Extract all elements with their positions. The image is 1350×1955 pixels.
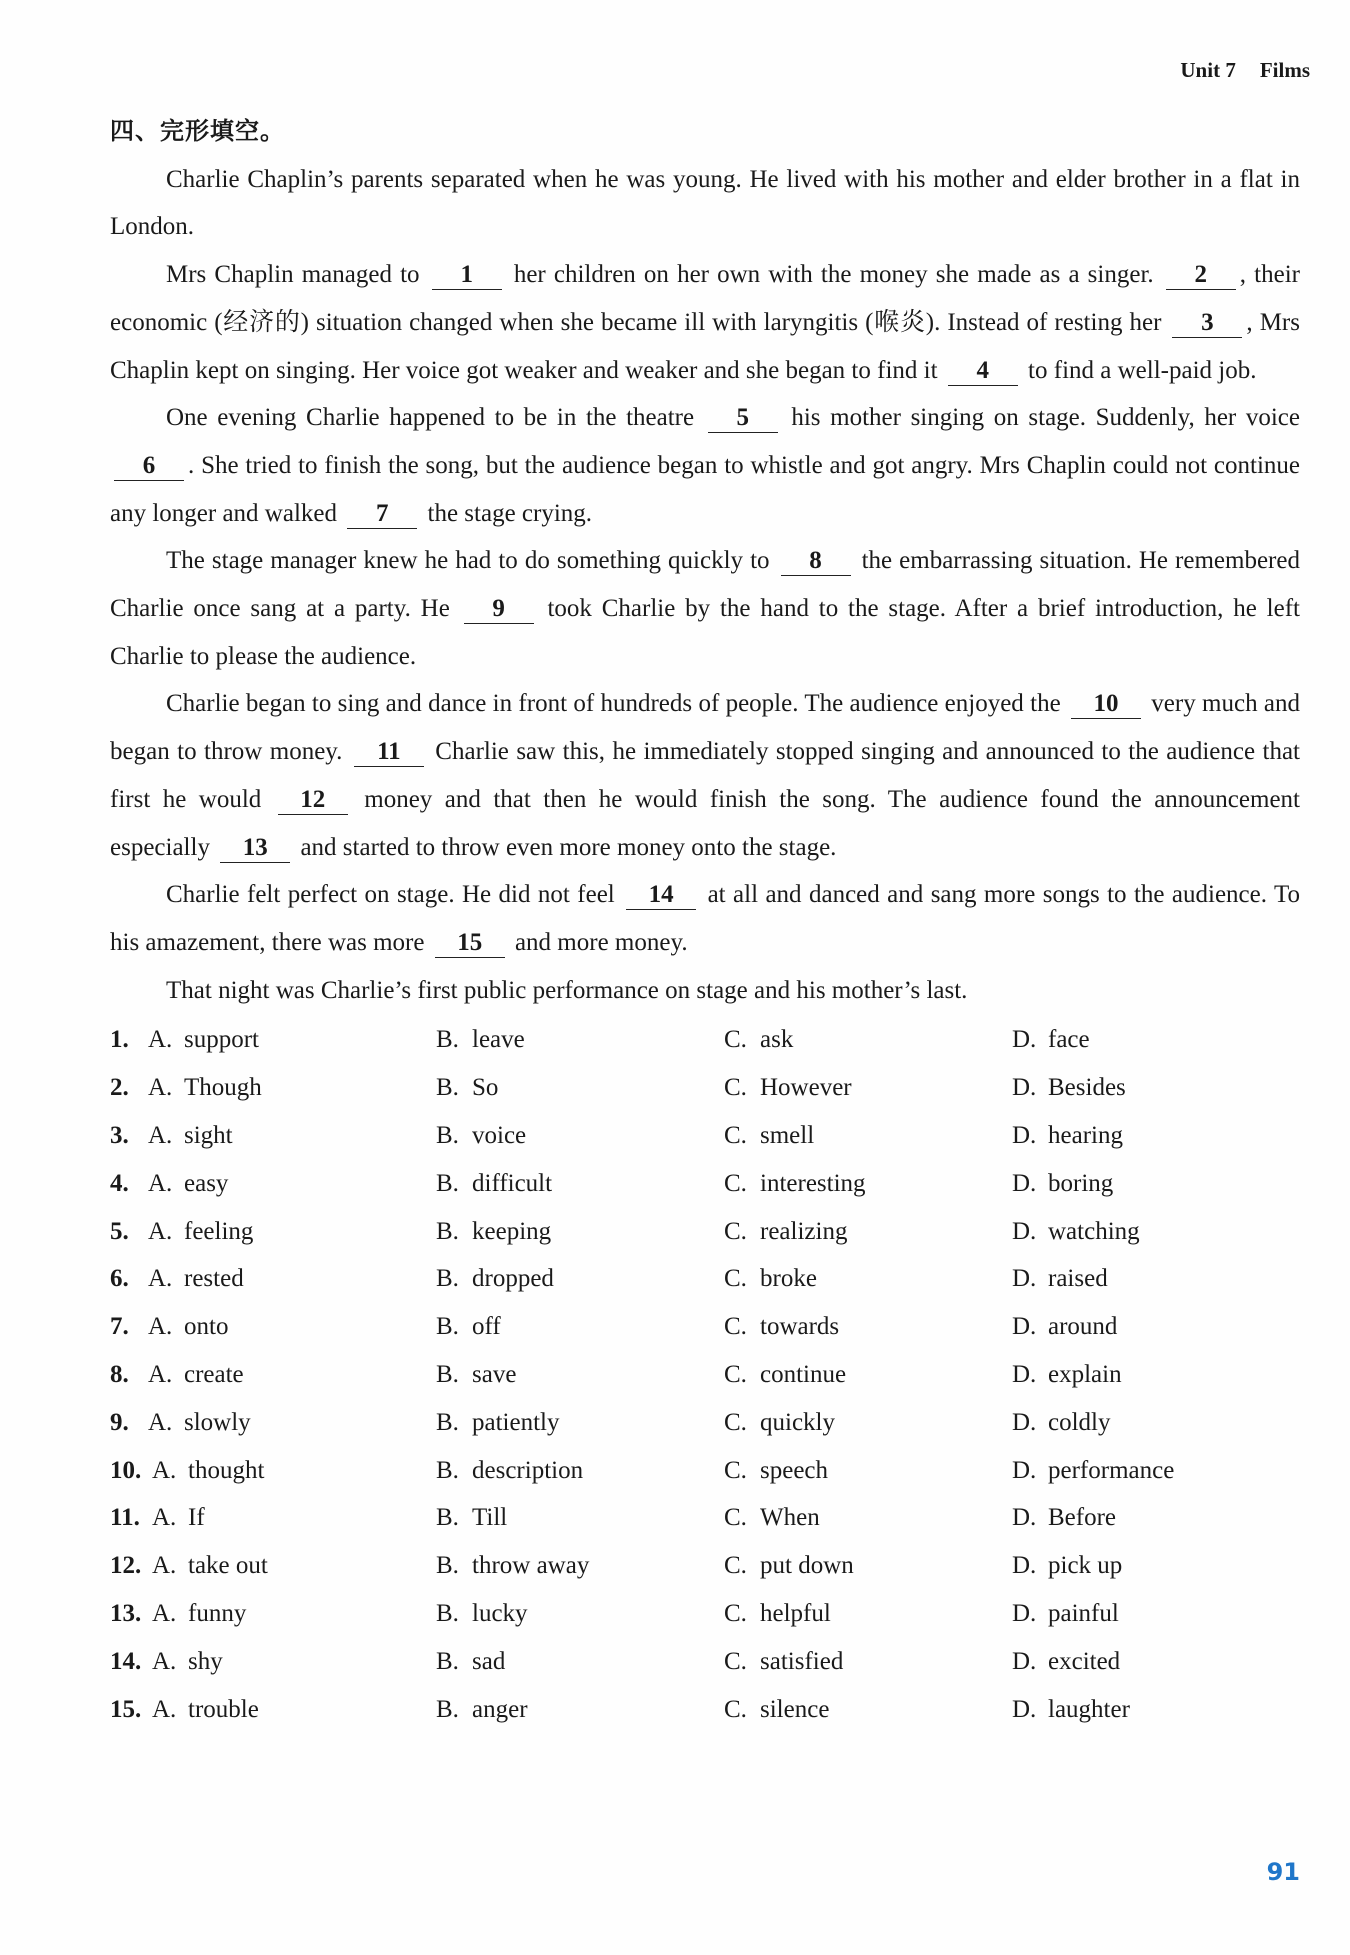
- option-b: [436, 1638, 724, 1686]
- option-a: [110, 1064, 436, 1112]
- question-number: 10.: [110, 1456, 142, 1484]
- option-letter: C.: [724, 1026, 747, 1054]
- option-d: [1012, 1638, 1300, 1686]
- blank-1: 1: [432, 261, 502, 290]
- option-text: towards: [760, 1313, 840, 1341]
- option-d: [1012, 1303, 1300, 1351]
- option-a: [110, 1208, 436, 1256]
- option-c: [724, 1590, 1012, 1638]
- question-row: [110, 1016, 1300, 1064]
- option-letter: A.: [152, 1695, 177, 1723]
- option-text: When: [760, 1504, 820, 1532]
- passage-text: , their economic (经济的) situation changed when she became ill with laryngitis (喉炎). Instead of resting her: [110, 261, 1300, 336]
- option-letter: A.: [148, 1313, 173, 1341]
- passage-text: One evening Charlie happened to be in the theatre: [166, 404, 704, 432]
- option-letter: D.: [1012, 1313, 1037, 1341]
- option-text: throw away: [472, 1552, 590, 1580]
- question-row: [110, 1160, 1300, 1208]
- passage-text: the stage crying.: [421, 499, 593, 527]
- passage-text: the embarrassing situation. He remembered Charlie once sang at a party. He: [110, 547, 1300, 623]
- option-c: [724, 1160, 1012, 1208]
- option-letter: C.: [724, 1647, 747, 1675]
- option-b: [436, 1399, 724, 1447]
- option-d: [1012, 1399, 1300, 1447]
- passage-text: , Mrs Chaplin kept on singing. Her voice got weaker and weaker and she began to find it: [110, 308, 1300, 384]
- option-text: Before: [1048, 1504, 1117, 1532]
- option-letter: C.: [724, 1599, 747, 1627]
- question-row: [110, 1303, 1300, 1351]
- option-a: [110, 1399, 436, 1447]
- option-b: [436, 1160, 724, 1208]
- option-c: [724, 1303, 1012, 1351]
- option-text: satisfied: [760, 1647, 844, 1675]
- option-letter: B.: [436, 1456, 459, 1484]
- option-a: [110, 1686, 436, 1734]
- option-text: interesting: [760, 1169, 866, 1197]
- blank-13: 13: [220, 834, 290, 863]
- option-c: [724, 1016, 1012, 1064]
- option-text: thought: [188, 1456, 265, 1484]
- option-text: painful: [1048, 1599, 1119, 1627]
- question-row: [110, 1208, 1300, 1256]
- option-d: [1012, 1542, 1300, 1590]
- question-number: 3.: [110, 1121, 129, 1149]
- option-letter: D.: [1012, 1599, 1037, 1627]
- option-letter: A.: [152, 1647, 177, 1675]
- option-a: [110, 1590, 436, 1638]
- option-text: coldly: [1048, 1408, 1111, 1436]
- option-letter: C.: [724, 1217, 747, 1245]
- passage-text: took Charlie by the hand to the stage. After a brief introduction, he left Charlie to please the audience.: [110, 595, 1300, 670]
- option-text: Till: [472, 1504, 508, 1532]
- option-letter: A.: [148, 1408, 173, 1436]
- question-number: 12.: [110, 1552, 142, 1580]
- answer-options: [110, 1016, 1300, 1733]
- question-row: [110, 1255, 1300, 1303]
- option-c: [724, 1686, 1012, 1734]
- passage-text: That night was Charlie’s first public performance on stage and his mother’s last.: [166, 976, 968, 1004]
- option-text: performance: [1048, 1456, 1175, 1484]
- option-text: onto: [184, 1313, 229, 1341]
- option-letter: D.: [1012, 1695, 1037, 1723]
- option-text: sight: [184, 1121, 233, 1149]
- blank-10: 10: [1071, 690, 1141, 719]
- question-number: 8.: [110, 1360, 129, 1388]
- question-number: 7.: [110, 1313, 129, 1341]
- option-c: [724, 1542, 1012, 1590]
- option-text: easy: [184, 1169, 229, 1197]
- question-row: [110, 1351, 1300, 1399]
- option-b: [436, 1255, 724, 1303]
- blank-9: 9: [464, 595, 534, 624]
- passage-text: Charlie began to sing and dance in front of hundreds of people. The audience enjoyed the: [166, 690, 1067, 718]
- option-text: watching: [1048, 1217, 1140, 1245]
- option-letter: A.: [152, 1552, 177, 1580]
- option-letter: B.: [436, 1408, 459, 1436]
- option-text: rested: [184, 1265, 244, 1293]
- option-letter: B.: [436, 1647, 459, 1675]
- passage-text: Charlie felt perfect on stage. He did not feel: [166, 881, 623, 909]
- option-c: [724, 1064, 1012, 1112]
- passage-text: his mother singing on stage. Suddenly, her voice: [781, 404, 1301, 432]
- option-text: voice: [472, 1121, 527, 1149]
- exercise-content: [110, 108, 1300, 1733]
- option-c: [724, 1447, 1012, 1495]
- option-letter: B.: [436, 1313, 459, 1341]
- option-text: broke: [760, 1265, 817, 1293]
- option-d: [1012, 1016, 1300, 1064]
- passage-paragraph: [110, 680, 1300, 871]
- question-number: 2.: [110, 1074, 129, 1102]
- question-row: [110, 1112, 1300, 1160]
- option-letter: A.: [148, 1265, 173, 1293]
- question-number: 1.: [110, 1026, 129, 1054]
- blank-5: 5: [708, 404, 778, 433]
- question-number: 14.: [110, 1647, 142, 1675]
- passage-paragraph: [110, 871, 1300, 966]
- option-text: pick up: [1048, 1552, 1123, 1580]
- option-letter: C.: [724, 1504, 747, 1532]
- blank-11: 11: [354, 738, 424, 767]
- option-text: quickly: [760, 1408, 835, 1436]
- option-d: [1012, 1590, 1300, 1638]
- option-text: explain: [1048, 1360, 1122, 1388]
- question-row: [110, 1399, 1300, 1447]
- option-letter: B.: [436, 1026, 459, 1054]
- option-text: boring: [1048, 1169, 1114, 1197]
- option-letter: C.: [724, 1121, 747, 1149]
- question-row: [110, 1686, 1300, 1734]
- option-a: [110, 1255, 436, 1303]
- option-letter: A.: [148, 1217, 173, 1245]
- question-number: 13.: [110, 1599, 142, 1627]
- option-a: [110, 1303, 436, 1351]
- question-number: 11.: [110, 1504, 140, 1532]
- option-letter: A.: [152, 1599, 177, 1627]
- option-text: If: [188, 1504, 205, 1532]
- option-b: [436, 1351, 724, 1399]
- option-letter: A.: [148, 1169, 173, 1197]
- option-text: smell: [760, 1121, 815, 1149]
- option-c: [724, 1208, 1012, 1256]
- passage-text: Charlie Chaplin’s parents separated when he was young. He lived with his mother and elder brother in a flat in London.: [110, 165, 1300, 241]
- question-row: [110, 1542, 1300, 1590]
- option-text: speech: [760, 1456, 829, 1484]
- option-text: slowly: [184, 1408, 251, 1436]
- option-d: [1012, 1255, 1300, 1303]
- option-text: leave: [472, 1026, 525, 1054]
- option-letter: B.: [436, 1504, 459, 1532]
- option-text: helpful: [760, 1599, 831, 1627]
- option-text: put down: [760, 1552, 854, 1580]
- passage-paragraph: [110, 251, 1300, 394]
- question-number: 9.: [110, 1408, 129, 1436]
- option-letter: A.: [148, 1121, 173, 1149]
- passage-paragraph: [110, 156, 1300, 251]
- option-letter: C.: [724, 1169, 747, 1197]
- passage-paragraph: [110, 967, 1300, 1015]
- option-text: description: [472, 1456, 584, 1484]
- option-letter: D.: [1012, 1169, 1037, 1197]
- passage-paragraph: [110, 394, 1300, 537]
- option-letter: D.: [1012, 1456, 1037, 1484]
- option-letter: C.: [724, 1074, 747, 1102]
- passage-text: The stage manager knew he had to do something quickly to: [166, 547, 777, 575]
- option-text: funny: [188, 1599, 247, 1627]
- option-a: [110, 1447, 436, 1495]
- passage-text: Mrs Chaplin managed to: [166, 261, 428, 289]
- passage-text: very much and began to throw money.: [110, 690, 1300, 766]
- option-a: [110, 1351, 436, 1399]
- question-number: 4.: [110, 1169, 129, 1197]
- option-d: [1012, 1686, 1300, 1734]
- option-d: [1012, 1447, 1300, 1495]
- option-letter: B.: [436, 1599, 459, 1627]
- option-text: laughter: [1048, 1695, 1130, 1723]
- option-c: [724, 1638, 1012, 1686]
- option-letter: B.: [436, 1695, 459, 1723]
- option-text: sad: [472, 1647, 506, 1675]
- passage-paragraph: [110, 537, 1300, 680]
- option-letter: D.: [1012, 1360, 1037, 1388]
- option-b: [436, 1447, 724, 1495]
- question-row: [110, 1638, 1300, 1686]
- question-number: 6.: [110, 1265, 129, 1293]
- option-letter: B.: [436, 1169, 459, 1197]
- option-letter: B.: [436, 1121, 459, 1149]
- option-letter: B.: [436, 1265, 459, 1293]
- option-letter: D.: [1012, 1408, 1037, 1436]
- option-text: So: [472, 1074, 499, 1102]
- section-title: 四、完形填空。: [110, 117, 285, 145]
- option-letter: B.: [436, 1074, 459, 1102]
- option-letter: D.: [1012, 1647, 1037, 1675]
- blank-2: 2: [1166, 261, 1236, 290]
- question-row: [110, 1447, 1300, 1495]
- passage-text: to find a well-paid job.: [1021, 356, 1257, 384]
- option-b: [436, 1112, 724, 1160]
- option-text: shy: [188, 1647, 223, 1675]
- option-b: [436, 1686, 724, 1734]
- option-text: support: [184, 1026, 259, 1054]
- cloze-passage: [110, 156, 1300, 1015]
- option-b: [436, 1064, 724, 1112]
- option-text: trouble: [188, 1695, 259, 1723]
- option-letter: D.: [1012, 1217, 1037, 1245]
- option-text: Besides: [1048, 1074, 1126, 1102]
- question-number: 15.: [110, 1695, 142, 1723]
- option-letter: C.: [724, 1456, 747, 1484]
- passage-text: and started to throw even more money onto the stage.: [294, 833, 837, 861]
- option-d: [1012, 1112, 1300, 1160]
- option-a: [110, 1016, 436, 1064]
- option-a: [110, 1112, 436, 1160]
- blank-6: 6: [114, 452, 184, 481]
- option-letter: A.: [152, 1504, 177, 1532]
- blank-15: 15: [435, 929, 505, 958]
- option-b: [436, 1590, 724, 1638]
- option-letter: C.: [724, 1313, 747, 1341]
- option-text: anger: [472, 1695, 528, 1723]
- option-b: [436, 1303, 724, 1351]
- option-text: feeling: [184, 1217, 254, 1245]
- option-letter: D.: [1012, 1504, 1037, 1532]
- option-text: continue: [760, 1360, 847, 1388]
- option-letter: C.: [724, 1552, 747, 1580]
- option-letter: B.: [436, 1217, 459, 1245]
- option-text: silence: [760, 1695, 830, 1723]
- option-letter: B.: [436, 1360, 459, 1388]
- blank-7: 7: [347, 500, 417, 529]
- option-text: create: [184, 1360, 244, 1388]
- option-letter: B.: [436, 1552, 459, 1580]
- option-b: [436, 1208, 724, 1256]
- option-text: face: [1048, 1026, 1090, 1054]
- option-d: [1012, 1064, 1300, 1112]
- option-a: [110, 1160, 436, 1208]
- blank-4: 4: [948, 357, 1018, 386]
- option-a: [110, 1494, 436, 1542]
- option-letter: D.: [1012, 1074, 1037, 1102]
- page-number: 91: [1266, 1858, 1300, 1886]
- option-text: raised: [1048, 1265, 1108, 1293]
- passage-text: at all and danced and sang more songs to the audience. To his amazement, there was more: [110, 881, 1300, 956]
- passage-text: and more money.: [508, 928, 688, 956]
- passage-text: her children on her own with the money she made as a singer.: [505, 261, 1162, 289]
- option-letter: D.: [1012, 1121, 1037, 1149]
- option-text: difficult: [472, 1169, 553, 1197]
- question-row: [110, 1590, 1300, 1638]
- option-b: [436, 1542, 724, 1590]
- option-letter: C.: [724, 1360, 747, 1388]
- option-letter: A.: [148, 1074, 173, 1102]
- option-c: [724, 1255, 1012, 1303]
- option-text: realizing: [760, 1217, 848, 1245]
- option-text: excited: [1048, 1647, 1121, 1675]
- option-letter: A.: [152, 1456, 177, 1484]
- option-letter: A.: [148, 1360, 173, 1388]
- option-text: lucky: [472, 1599, 528, 1627]
- option-text: ask: [760, 1026, 794, 1054]
- option-letter: D.: [1012, 1265, 1037, 1293]
- option-letter: A.: [148, 1026, 173, 1054]
- running-head: [1180, 58, 1310, 83]
- option-text: However: [760, 1074, 852, 1102]
- option-text: off: [472, 1313, 501, 1341]
- option-a: [110, 1638, 436, 1686]
- option-c: [724, 1112, 1012, 1160]
- question-row: [110, 1064, 1300, 1112]
- blank-14: 14: [626, 881, 696, 910]
- option-b: [436, 1016, 724, 1064]
- option-letter: D.: [1012, 1552, 1037, 1580]
- option-text: hearing: [1048, 1121, 1123, 1149]
- option-d: [1012, 1208, 1300, 1256]
- unit-label: Unit 7: [1180, 58, 1236, 82]
- option-d: [1012, 1160, 1300, 1208]
- option-letter: C.: [724, 1408, 747, 1436]
- blank-8: 8: [781, 547, 851, 576]
- option-d: [1012, 1351, 1300, 1399]
- option-c: [724, 1494, 1012, 1542]
- option-c: [724, 1399, 1012, 1447]
- option-text: Though: [184, 1074, 262, 1102]
- option-d: [1012, 1494, 1300, 1542]
- option-c: [724, 1351, 1012, 1399]
- option-letter: C.: [724, 1265, 747, 1293]
- option-a: [110, 1542, 436, 1590]
- passage-text: money and that then he would finish the song. The audience found the announcement especially: [110, 785, 1300, 861]
- topic-label: Films: [1259, 58, 1310, 82]
- option-text: take out: [188, 1552, 268, 1580]
- blank-3: 3: [1172, 309, 1242, 338]
- option-text: dropped: [472, 1265, 554, 1293]
- option-text: patiently: [472, 1408, 560, 1436]
- option-text: keeping: [472, 1217, 552, 1245]
- option-letter: C.: [724, 1695, 747, 1723]
- question-row: [110, 1494, 1300, 1542]
- option-text: save: [472, 1360, 517, 1388]
- option-letter: D.: [1012, 1026, 1037, 1054]
- option-b: [436, 1494, 724, 1542]
- blank-12: 12: [278, 786, 348, 815]
- question-number: 5.: [110, 1217, 129, 1245]
- passage-text: . She tried to finish the song, but the audience began to whistle and got angry. Mrs Chaplin could not continue any longer and walked: [110, 451, 1300, 527]
- passage-text: Charlie saw this, he immediately stopped singing and announced to the audience that first he would: [110, 738, 1300, 813]
- option-text: around: [1048, 1313, 1118, 1341]
